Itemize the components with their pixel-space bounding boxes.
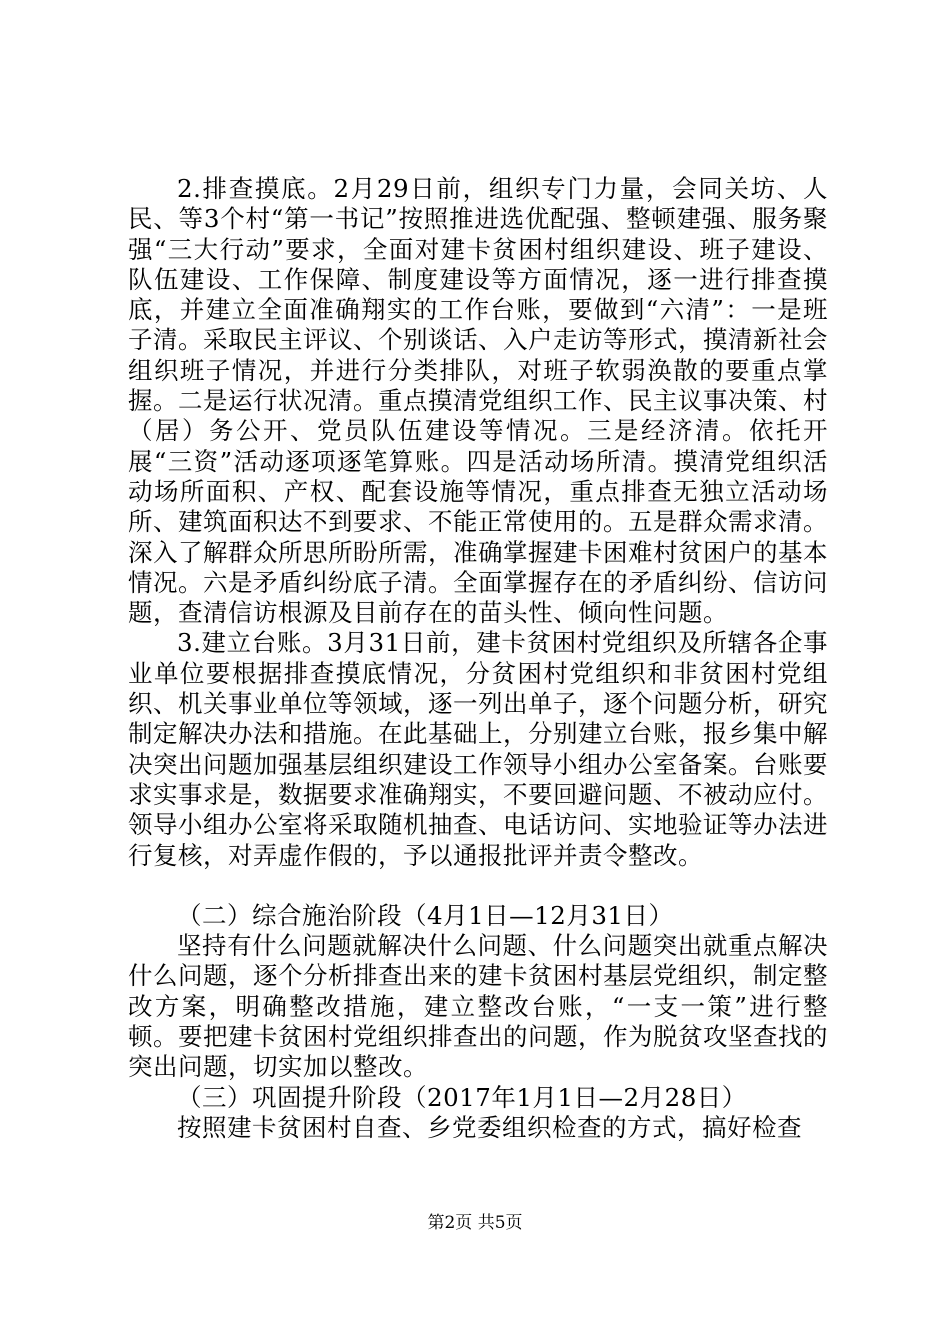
paragraph-ledger: 3.建立台账。3月31日前，建卡贫困村党组织及所辖各企事业单位要根据排查摸底情况，分贫困村党组织和非贫困村党组织、机关事业单位等领域，逐一列出单子，逐个问题分析，研究制定解决办法和措施。在此基础上，分别建立台账，报乡集中解决突出问题加强基层组织建设工作领导小组办公室备案。台账要求实事求是，数据要求准确翔实，不要回避问题、不被动应付。领导小组办公室将采取随机抽查、电话访问、实地验证等办法进行复核，对弄虚作假的，予以通报批评并责令整改。 [128,628,828,870]
paragraph-consolidation: 按照建卡贫困村自查、乡党委组织检查的方式，搞好检查 [177,1112,802,1142]
paragraph-spacer [128,871,828,901]
section-heading-treatment: （二）综合施治阶段（4月1日—12月31日） [177,900,674,930]
paragraph-survey: 2.排查摸底。2月29日前，组织专门力量，会同关坊、人民、等3个村“第一书记”按照推进选优配强、整顿建强、服务聚强“三大行动”要求，全面对建卡贫困村组织建设、班子建设、队伍建设、工作保障、制度建设等方面情况，逐一进行排查摸底，并建立全面准确翔实的工作台账，要做到“六清”：一是班子清。采取民主评议、个别谈话、入户走访等形式，摸清新社会组织班子情况，并进行分类排队，对班子软弱涣散的要重点掌握。二是运行状况清。重点摸清党组织工作、民主议事决策、村（居）务公开、党员队伍建设等情况。三是经济清。依托开展“三资”活动逐项逐笔算账。四是活动场所清。摸清党组织活动场所面积、产权、配套设施等情况，重点排查无独立活动场所、建筑面积达不到要求、不能正常使用的。五是群众需求清。深入了解群众所思所盼所需，准确掌握建卡困难村贫困户的基本情况。六是矛盾纠纷底子清。全面掌握存在的矛盾纠纷、信访问题，查清信访根源及目前存在的苗头性、倾向性问题。 [128,174,828,628]
paragraph-treatment: 坚持有什么问题就解决什么问题、什么问题突出就重点解决什么问题，逐个分析排查出来的建卡贫困村基层党组织，制定整改方案，明确整改措施，建立整改台账，“一支一策”进行整顿。要把建卡贫困村党组织排查出的问题，作为脱贫攻坚查找的突出问题，切实加以整改。 [128,931,828,1082]
section-heading-consolidation: （三）巩固提升阶段（2017年1月1日—2月28日） [177,1082,747,1112]
page-number: 第2页 共5页 [427,1213,523,1233]
document-body [128,174,828,1143]
